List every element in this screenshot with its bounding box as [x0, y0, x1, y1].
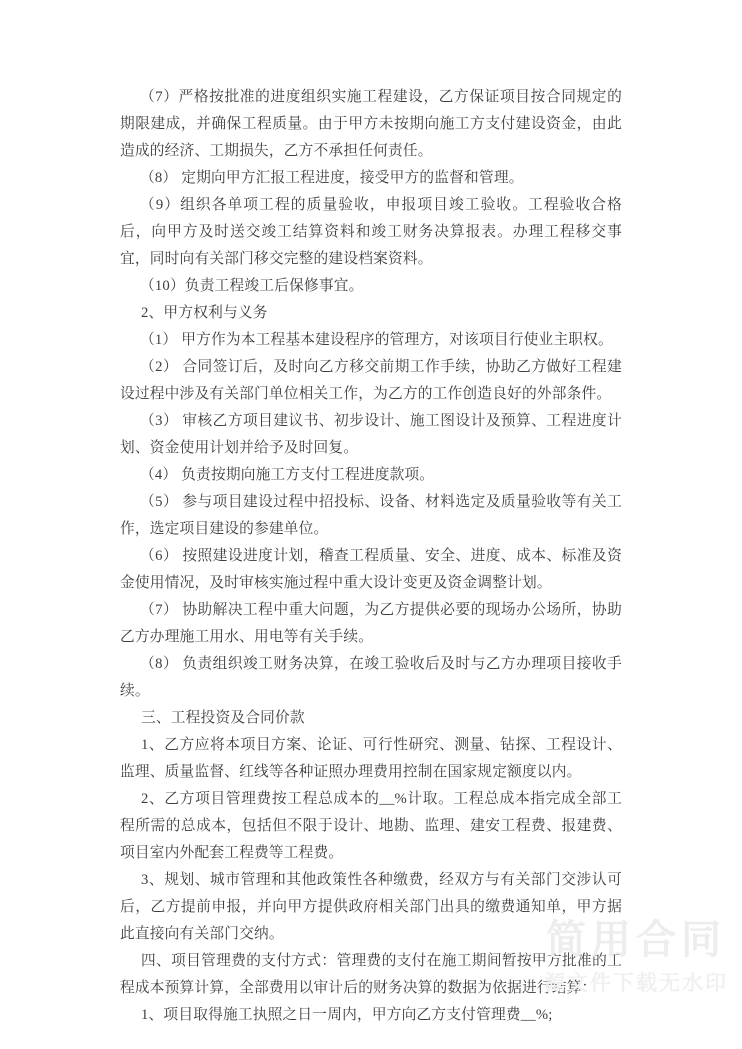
- paragraph: 2、乙方项目管理费按工程总成本的__%计取。工程总成本指完成全部工程所需的总成本，包括但不限于设计、地勘、监理、建安工程费、报建费、项目室内外配套工程费等工程费。: [120, 791, 622, 861]
- paragraph: （1） 甲方作为本工程基本建设程序的管理方，对该项目行使业主职权。: [140, 332, 613, 348]
- section-heading: 四、项目管理费的支付方式：管理费的支付在施工期间暂按甲方批准的工程成本预算计算，全部费用以审计后的财务决算的数据为依据进行结算：: [120, 953, 622, 996]
- document-text-body: [120, 84, 622, 1029]
- paragraph: （2） 合同签订后，及时向乙方移交前期工作手续，协助乙方做好工程建设过程中涉及有关部门单位相关工作，为乙方的工作创造良好的外部条件。: [120, 359, 622, 402]
- paragraph: 1、乙方应将本项目方案、论证、可行性研究、测量、钻探、工程设计、监理、质量监督、红线等各种证照办理费用控制在国家规定额度以内。: [120, 737, 622, 780]
- paragraph: （7） 协助解决工程中重大问题，为乙方提供必要的现场办公场所，协助乙方办理施工用水、用电等有关手续。: [120, 602, 622, 645]
- paragraph: （8） 定期向甲方汇报工程进度，接受甲方的监督和管理。: [140, 170, 524, 186]
- watermark-main-text: 简用合同: [546, 918, 726, 962]
- paragraph: （4） 负责按期向施工方支付工程进度款项。: [140, 467, 435, 483]
- paragraph: （8） 负责组织竣工财务决算，在竣工验收后及时与乙方办理项目接收手续。: [120, 656, 622, 699]
- paragraph: （3） 审核乙方项目建议书、初步设计、施工图设计及预算、工程进度计划、资金使用计划并给予及时回复。: [120, 413, 622, 456]
- paragraph: 1、项目取得施工执照之日一周内，甲方向乙方支付管理费__%;: [141, 1007, 553, 1023]
- paragraph: （7）严格按批准的进度组织实施工程建设，乙方保证项目按合同规定的期限建成，并确保工程质量。由于甲方未按期向施工方支付建设资金，由此造成的经济、工期损失，乙方不承担任何责任。: [120, 89, 622, 159]
- section-subheading: 2、甲方权利与义务: [141, 305, 268, 321]
- paragraph: （5） 参与项目建设过程中招投标、设备、材料选定及质量验收等有关工作，选定项目建设的参建单位。: [120, 494, 622, 537]
- paragraph: （10）负责工程竣工后保修事宜。: [140, 278, 364, 294]
- paragraph: 3、规划、城市管理和其他政策性各种缴费，经双方与有关部门交涉认可后，乙方提前申报，并向甲方提供政府相关部门出具的缴费通知单，甲方据此直接向有关部门交纳。: [120, 872, 622, 942]
- section-heading: 三、工程投资及合同价款: [141, 710, 305, 726]
- paragraph: （6） 按照建设进度计划，稽查工程质量、安全、进度、成本、标准及资金使用情况，及时审核实施过程中重大设计变更及资金调整计划。: [120, 548, 622, 591]
- watermark-sub-text: 源文件下载无水印: [544, 972, 728, 995]
- paragraph: （9）组织各单项工程的质量验收，申报项目竣工验收。工程验收合格后，向甲方及时送交竣工结算资料和竣工财务决算报表。办理工程移交事宜，同时向有关部门移交完整的建设档案资料。: [120, 197, 622, 267]
